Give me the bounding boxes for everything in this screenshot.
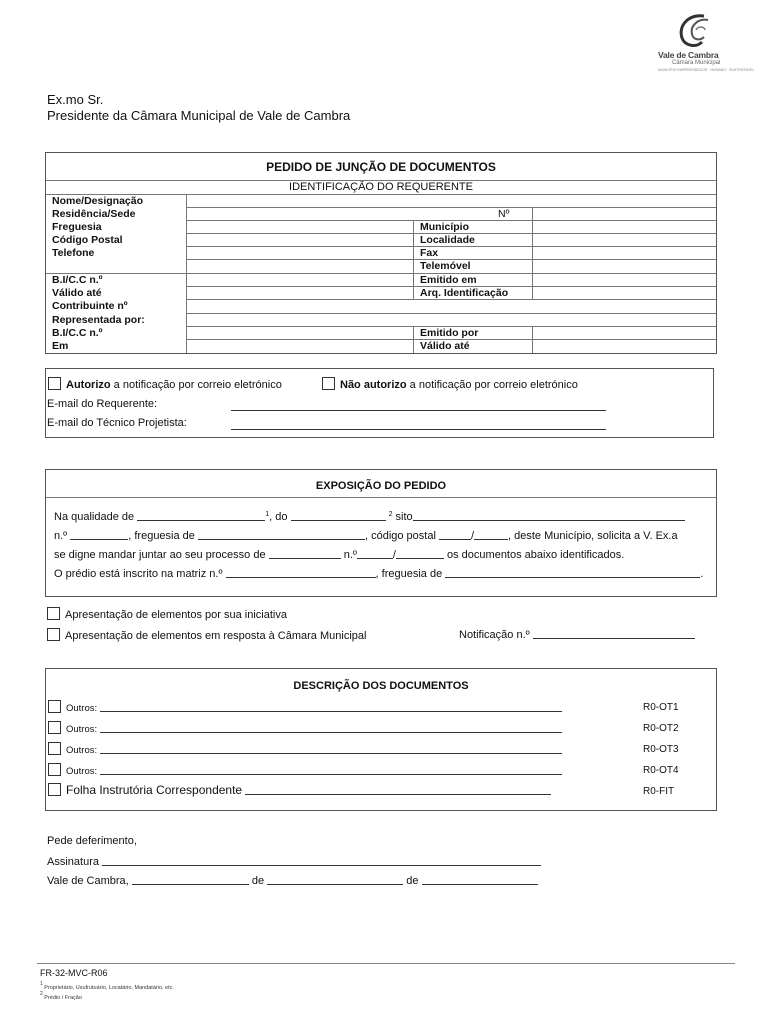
authorize-bold: Autorizo	[66, 379, 111, 391]
label-taxpayer: Contribuinte nº	[52, 300, 128, 312]
notification-number-field[interactable]	[533, 628, 695, 639]
deny-checkbox[interactable]	[322, 377, 335, 390]
capacity-field[interactable]	[137, 510, 265, 521]
response-label: Apresentação de elementos em resposta à Câmara Municipal	[65, 630, 367, 642]
instruction-sheet-code: R0-FIT	[643, 786, 675, 797]
label-postal-code: Código Postal	[52, 234, 123, 246]
document-row-3-field[interactable]	[100, 744, 562, 754]
date-row	[47, 874, 538, 887]
footnote-2	[40, 991, 82, 1001]
place-label: Vale de Cambra,	[47, 875, 132, 887]
response-checkbox[interactable]	[47, 628, 60, 641]
process-type-field[interactable]	[269, 548, 341, 559]
document-row-4	[48, 763, 562, 777]
exposition-line-1	[54, 510, 685, 523]
location-field[interactable]	[413, 510, 685, 521]
label-locality: Localidade	[420, 234, 475, 246]
footnote-1	[40, 981, 174, 991]
matrix-number-field[interactable]	[226, 567, 376, 578]
parish-field[interactable]	[198, 529, 365, 540]
document-row-2-checkbox[interactable]	[48, 721, 61, 734]
applicant-identification-table	[45, 152, 717, 354]
label-residence: Residência/Sede	[52, 208, 136, 220]
exposition-of-label: , do	[269, 511, 291, 523]
request-exposition-section	[45, 469, 717, 597]
label-phone: Telefone	[52, 247, 95, 259]
label-rep-valid-until: Válido até	[420, 340, 470, 352]
label-in: Em	[52, 340, 69, 352]
document-row-2-label: Outros:	[66, 724, 100, 735]
exposition-documents-text: os documentos abaixo identificados.	[443, 549, 625, 561]
label-issued-at: Emitido em	[420, 274, 477, 286]
footer	[37, 963, 735, 1015]
matrix-parish-field[interactable]	[445, 567, 700, 578]
label-mobile: Telemóvel	[420, 260, 471, 272]
municipality-logo	[650, 12, 755, 74]
document-row-4-label: Outros:	[66, 766, 100, 777]
label-municipality: Município	[420, 221, 469, 233]
exposition-capacity-label: Na qualidade de	[54, 511, 138, 523]
footnote-ref-1: 1	[265, 511, 270, 518]
instruction-sheet-label: Folha Instrutória Correspondente	[66, 783, 246, 797]
exposition-process-number-label: n.º	[340, 549, 357, 561]
exposition-line-4	[54, 567, 703, 580]
label-rep-id: B.I/C.C n.º	[52, 327, 103, 339]
label-id-number: B.I/C.C n.º	[52, 274, 103, 286]
documents-title: DESCRIÇÃO DOS DOCUMENTOS	[293, 680, 469, 692]
date-of-1: de	[248, 875, 268, 887]
document-row-1-field[interactable]	[100, 702, 562, 712]
property-type-field[interactable]	[291, 510, 386, 521]
exposition-process-label: se digne mandar juntar ao seu processo de	[54, 549, 269, 561]
document-row-4-code: R0-OT4	[643, 765, 679, 776]
own-initiative-option[interactable]	[47, 607, 287, 621]
label-id-archive: Arq. Identificação	[420, 287, 509, 299]
email-technician-field[interactable]	[231, 417, 606, 430]
instruction-sheet-field[interactable]	[245, 783, 551, 795]
footnote-2-text: Prédio / Fração	[42, 995, 82, 1001]
identification-subtitle: IDENTIFICAÇÃO DO REQUERENTE	[289, 181, 473, 193]
day-field[interactable]	[132, 874, 249, 885]
label-fax: Fax	[420, 247, 439, 259]
document-row-1-code: R0-OT1	[643, 702, 679, 713]
authorize-text: a notificação por correio eletrónico	[110, 379, 282, 391]
signature-row	[47, 855, 541, 868]
exposition-line-3	[54, 548, 624, 561]
salutation	[47, 92, 350, 124]
document-row-2-code: R0-OT2	[643, 723, 679, 734]
exposition-end-period: .	[700, 568, 704, 580]
footnote-2-number: 2	[40, 991, 43, 997]
authorize-option[interactable]	[48, 377, 282, 391]
process-separator: /	[392, 549, 396, 561]
year-field[interactable]	[422, 874, 538, 885]
deny-text: a notificação por correio eletrónico	[406, 379, 578, 391]
postal-separator: /	[470, 530, 475, 542]
response-option[interactable]	[47, 628, 366, 642]
own-initiative-label: Apresentação de elementos por sua iniciativa	[65, 609, 287, 621]
document-row-4-field[interactable]	[100, 765, 562, 775]
salutation-line2: Presidente da Câmara Municipal de Vale de Cambra	[47, 108, 351, 123]
label-valid-until: Válido até	[52, 287, 102, 299]
signature-field[interactable]	[102, 855, 541, 866]
logo-swirl-icon	[674, 12, 714, 50]
document-row-3-label: Outros:	[66, 745, 100, 756]
footnote-1-number: 1	[40, 981, 43, 987]
exposition-matrix-parish-label: , freguesia de	[375, 568, 446, 580]
document-row-3-code: R0-OT3	[643, 744, 679, 755]
label-name: Nome/Designação	[52, 195, 144, 207]
exposition-postal-label: , código postal	[364, 530, 439, 542]
label-parish: Freguesia	[52, 221, 102, 233]
exposition-located-label: sito	[392, 511, 413, 523]
document-row-4-checkbox[interactable]	[48, 763, 61, 776]
instruction-sheet-row	[48, 783, 551, 797]
logo-subtitle: Câmara Municipal	[672, 60, 721, 66]
logo-tagline: MUNICÍPIO EMPREENDEDOR · HUMANO · SUSTENTÁVEL	[658, 68, 755, 72]
salutation-line1: Ex.mo Sr.	[47, 92, 104, 107]
documents-description-section	[45, 668, 717, 811]
footnote-ref-2: 2	[388, 511, 393, 518]
exposition-request-text: , deste Município, solicita a V. Ex.a	[508, 530, 678, 542]
email-technician-label: E-mail do Técnico Projetista:	[47, 417, 187, 429]
instruction-sheet-checkbox[interactable]	[48, 783, 61, 796]
process-year-field[interactable]	[396, 548, 444, 559]
signature-label: Assinatura	[47, 856, 103, 868]
exposition-title: EXPOSIÇÃO DO PEDIDO	[315, 480, 447, 492]
deny-option[interactable]	[322, 377, 578, 391]
document-row-2-field[interactable]	[100, 723, 562, 733]
closing-request: Pede deferimento,	[47, 835, 137, 847]
authorize-checkbox[interactable]	[48, 377, 61, 390]
deny-bold: Não autorizo	[340, 379, 407, 391]
door-number-field[interactable]	[70, 529, 128, 540]
exposition-parish-label: , freguesia de	[128, 530, 198, 542]
form-title: PEDIDO DE JUNÇÃO DE DOCUMENTOS	[266, 160, 496, 174]
month-field[interactable]	[267, 874, 403, 885]
postal-code-field-2[interactable]	[474, 529, 508, 540]
postal-code-field-1[interactable]	[439, 529, 471, 540]
footnote-1-text: Proprietário, Usufrutuário, Locatário, Mandatário, etc.	[42, 985, 174, 991]
document-row-3-checkbox[interactable]	[48, 742, 61, 755]
email-applicant-label: E-mail do Requerente:	[47, 398, 158, 410]
form-code: FR-32-MVC-R06	[40, 968, 108, 978]
document-row-1-checkbox[interactable]	[48, 700, 61, 713]
notification-label: Notificação n.º	[459, 629, 533, 641]
document-row-3	[48, 742, 562, 756]
email-applicant-field[interactable]	[231, 398, 606, 411]
process-number-field[interactable]	[357, 548, 393, 559]
document-row-1-label: Outros:	[66, 703, 100, 714]
label-number: Nº	[498, 208, 510, 220]
exposition-number-label: n.º	[54, 530, 71, 542]
document-row-1	[48, 700, 562, 714]
own-initiative-checkbox[interactable]	[47, 607, 60, 620]
label-issued-by: Emitido por	[420, 327, 479, 339]
exposition-line-2	[54, 529, 678, 542]
logo-name: Vale de Cambra	[658, 50, 719, 60]
document-row-2	[48, 721, 562, 735]
email-consent-section	[45, 368, 714, 438]
notification-group	[459, 628, 695, 641]
label-represented-by: Representada por:	[52, 314, 145, 326]
date-of-2: de	[403, 875, 422, 887]
exposition-matrix-label: O prédio está inscrito na matriz n.º	[54, 568, 226, 580]
